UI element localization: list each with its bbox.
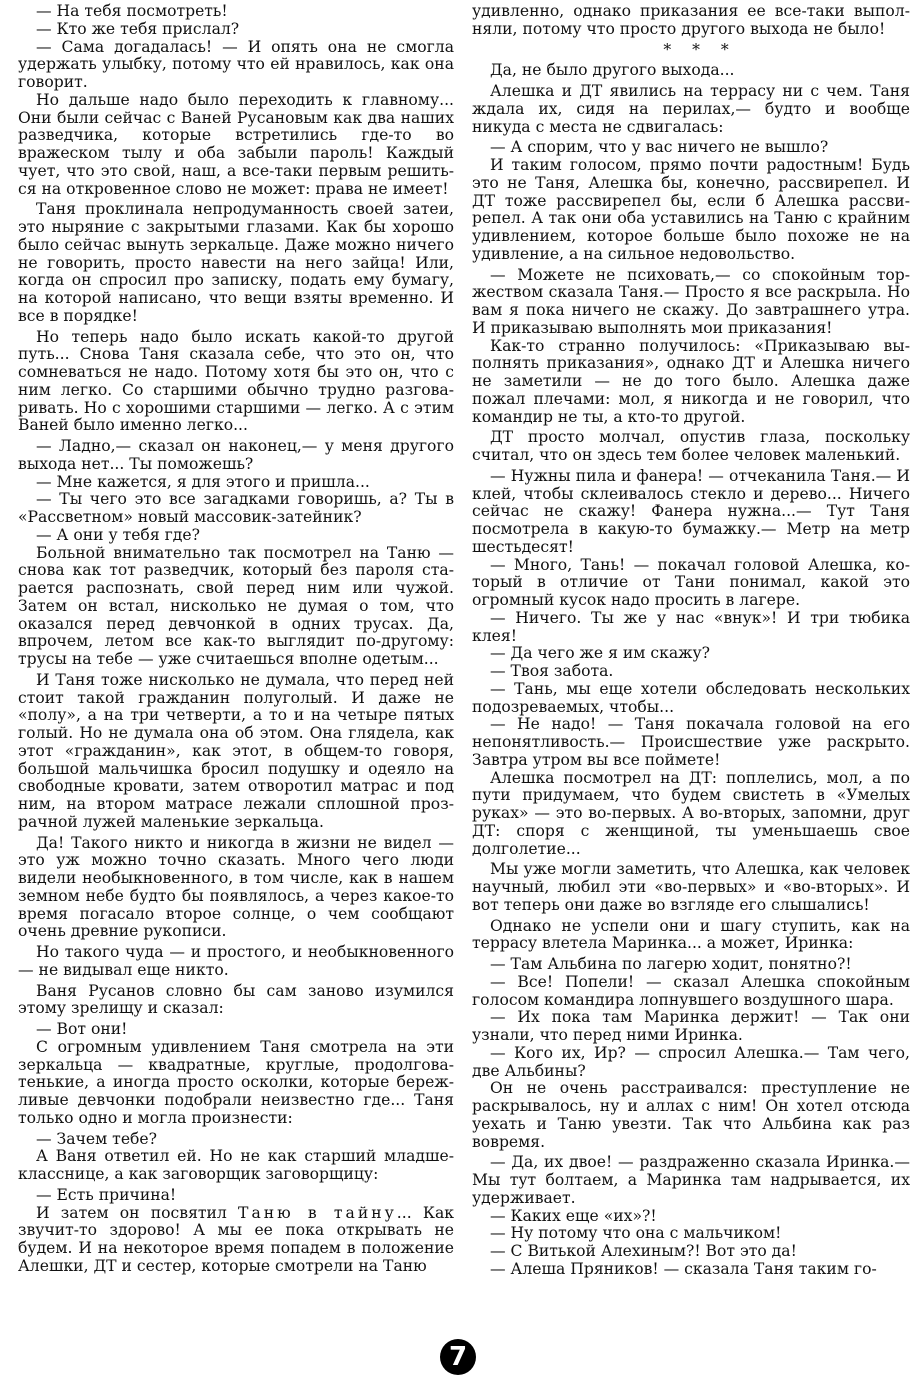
paragraph: И затем он посвятил Таню в тайну... Как звучит-то здорово! А мы ее пока открывать не будем. И на некоторое время попадем в положение Алешки, ДТ и сестер, которые смотрели на Таню bbox=[18, 1203, 454, 1275]
paragraph: Он не очень расстраивался: преступление не раскрывалось, ну и аллах с ним! Он хотел отсюда уехать и Таню увезти. Так что Альбина как раз вовремя. bbox=[472, 1079, 910, 1151]
paragraph: — Ты чего это все загадками говоришь, а? Ты в «Рассветном» новый массовик-затейник? bbox=[18, 490, 454, 526]
paragraph: — Кто же тебя прислал? bbox=[36, 19, 240, 38]
paragraph: Ваня Русанов словно бы сам заново изумился этому зрелищу и сказал: bbox=[18, 981, 454, 1018]
paragraph: — Твоя забота. bbox=[490, 662, 614, 680]
paragraph: — Там Альбина по лагерю ходит, понятно?! bbox=[490, 955, 852, 973]
paragraph: — Да, их двое! — раздраженно сказала Иринка.— Мы тут болтаем, а Маринка там надрывается, их удерживает. bbox=[472, 1153, 910, 1207]
paragraph: — Можете не психовать,— со спокойным торжеством сказала Таня.— Просто я все раскрыла. Но вам я пока ничего не скажу. До завтрашнего утра. И приказываю выполнять мои приказания! bbox=[472, 265, 910, 337]
paragraph: Алешка посмотрел на ДТ: поплелись, мол, а по пути придумаем, что будем свистеть в «Умелых руках» — это во-первых. А во-вторых, запомни, друг ДТ: споря с женщиной, ты уменьшаешь свое долголетие... bbox=[472, 768, 910, 858]
paragraph: — Кого их, Ир? — спросил Алешка.— Там чего, две Альбины? bbox=[472, 1043, 910, 1080]
paragraph: Но дальше надо было переходить к главному... Они были сейчас с Ваней Русановым как два наших разведчика, которые встретились где-то во вражеском тылу и оба забыли пароль! Каждый чует, что это свой, наш, а все-таки первым решиться на откровенное слово не может: права не имеет! bbox=[18, 90, 454, 198]
paragraph: Мы уже могли заметить, что Алешка, как человек научный, любил эти «во-первых» и «во-вторых». И вот теперь они даже во взгляде его слышались! bbox=[472, 860, 910, 914]
paragraph: ДТ просто молчал, опустив глаза, поскольку считал, что он здесь тем более человек маленький. bbox=[472, 428, 910, 464]
paragraph: — Сама догадалась! — И опять она не смогла удержать улыбку, потому что ей нравилось, как она говорит. bbox=[18, 37, 454, 91]
paragraph: — Тань, мы еще хотели обследовать нескольких подозреваемых, чтобы... bbox=[472, 679, 910, 716]
paragraph: — Ладно,— сказал он наконец,— у меня другого выхода нет... Ты поможешь? bbox=[18, 437, 454, 473]
section-break: * * * bbox=[663, 40, 737, 59]
paragraph: — На тебя посмотреть! bbox=[36, 2, 228, 20]
paragraph: — Вот они! bbox=[36, 1020, 128, 1038]
paragraph: А Ваня ответил ей. Но не как старший младшекласснице, а как заговорщик заговорщицу: bbox=[18, 1147, 454, 1183]
paragraph: Таня проклинала непродуманность своей затеи, это ныряние с закрытыми глазами. Как бы хорошо было сейчас вынуть зеркальце. Даже можно ничего не говорить, просто навести на него зайца! Или, когда он спросил про записку, подать ему бумагу, на которой написано, что вещи взяты временно. И все в порядке! bbox=[18, 200, 454, 325]
paragraph: — Их пока там Маринка держит! — Так они узнали, что перед ними Иринка. bbox=[472, 1008, 910, 1044]
paragraph: — Не надо! — Таня покачала головой на его непонятливость.— Происшествие уже раскрыто. Завтра утром вы все поймете! bbox=[472, 715, 910, 769]
paragraph: — Да чего же я им скажу? bbox=[490, 644, 710, 663]
paragraph: — Зачем тебе? bbox=[36, 1129, 158, 1148]
paragraph: — Нужны пила и фанера! — отчеканила Таня.— И клей, чтобы склеивалось стекло и дерево... Ничего сейчас не скажу! Фанера нужна...— Тут Таня посмотрела в какую-то бумажку.— Метр на метр шестьдесят! bbox=[472, 466, 910, 556]
paragraph: Алешка и ДТ явились на террасу ни с чем. Таня ждала их, сидя на перилах,— будто и вообще никуда с места не сдвигалась: bbox=[472, 82, 910, 136]
paragraph: — Мне кажется, я для этого и пришла... bbox=[36, 472, 370, 491]
paragraph: Да! Такого никто и никогда в жизни не видел — это уж можно точно сказать. Много чего люди видели необыкновенного, в том числе, как в нашем земном небе будто бы появлялось, а через какое-то время погасало второе солнце, о чем сообщают очень древние рукописи. bbox=[18, 833, 454, 941]
paragraph: — Ничего. Ты же у нас «внук»! И три тюбика клея! bbox=[472, 608, 910, 645]
paragraph: С огромным удивлением Таня смотрела на эти зеркальца — квадратные, круглые, продолговатенькие, а иногда просто осколки, которые бережливые девчонки подобрали неизвестно где... Таня только одно и могла произнести: bbox=[18, 1037, 454, 1127]
paragraph: — Каких еще «их»?! bbox=[490, 1206, 657, 1225]
paragraph: И таким голосом, прямо почти радостным! Будь это не Таня, Алешка бы, конечно, рассвирепел. И ДТ тоже рассвирепел бы, если б Алешка рассвирепел. А так они оба уставились на Таню с крайним удивлением, которое больше было похоже не на удивление, а на сильное недовольство. bbox=[472, 156, 910, 263]
paragraph: Как-то странно получилось: «Приказываю выполнять приказания», однако ДТ и Алешка ничего не заметили — не до того было. Алешка даже пожал плечами: мол, я никогда и не говорил, что командир не ты, а кто-то другой. bbox=[472, 336, 910, 426]
paragraph: Больной внимательно так посмотрел на Таню — снова как тот разведчик, который без пароля старается распознать, свой перед ним или чужой. Затем он встал, нисколько не думая о том, что оказался перед девчонкой в одних трусах. Да, впрочем, летом все как-то выглядит по-другому: трусы на тебе — уже считаешься вполне одетым... bbox=[18, 543, 454, 668]
paragraph: Да, не было другого выхода... bbox=[490, 61, 735, 80]
right-text-column bbox=[472, 3, 910, 1279]
paragraph: — А спорим, что у вас ничего не вышло? bbox=[490, 138, 829, 157]
paragraph: — А они у тебя где? bbox=[36, 525, 200, 544]
paragraph: удивленно, однако приказания ее все-таки выполняли, потому что просто другого выхода не было! bbox=[472, 2, 910, 38]
paragraph: — Есть причина! bbox=[36, 1185, 177, 1204]
paragraph: — Все! Попели! — сказал Алешка спокойным голосом командира лопнувшего воздушного шара. bbox=[472, 972, 910, 1009]
paragraph: — Алеша Пряников! — сказала Таня таким го- bbox=[490, 1259, 877, 1278]
emphasis-spaced-text: Таню в тайну bbox=[238, 1203, 397, 1222]
paragraph: — С Витькой Алехиным?! Вот это да! bbox=[490, 1242, 797, 1260]
paragraph: — Ну потому что она с мальчиком! bbox=[490, 1224, 782, 1243]
paragraph: Но такого чуда — и простого, и необыкновенного — не видывал еще никто. bbox=[18, 943, 454, 979]
paragraph: И Таня тоже нисколько не думала, что перед ней стоит такой гражданин полуголый. И даже не «полу», а на три четверти, а то и на четыре пятых голый. Но не думала она об этом. Она глядела, как этот «гражданин», как этот, в общем-то говоря, большой мальчишка бросил подушку и одеяло на свободные кровати, затем отворотил матрас и под ним, на втором матрасе лежали сплошной прозрачной лужей маленькие зеркальца. bbox=[18, 670, 454, 831]
paragraph: — Много, Тань! — покачал головой Алешка, который в отличие от Тани понимал, какой это огромный кусок надо просить в лагере. bbox=[472, 555, 910, 609]
paragraph: Однако не успели они и шагу ступить, как на террасу влетела Маринка... а может, Иринка: bbox=[472, 916, 910, 953]
left-text-column bbox=[18, 3, 454, 1279]
page-number-badge: 7 bbox=[440, 1339, 476, 1375]
paragraph: Но теперь надо было искать какой-то другой путь... Снова Таня сказала себе, что это он, что сомневаться не надо. Потому хотя бы это он, что с ним легко. Со старшими обычно трудно разговаривать. Но с хорошими старшими — легко. А с этим Ваней было именно легко... bbox=[18, 327, 454, 435]
